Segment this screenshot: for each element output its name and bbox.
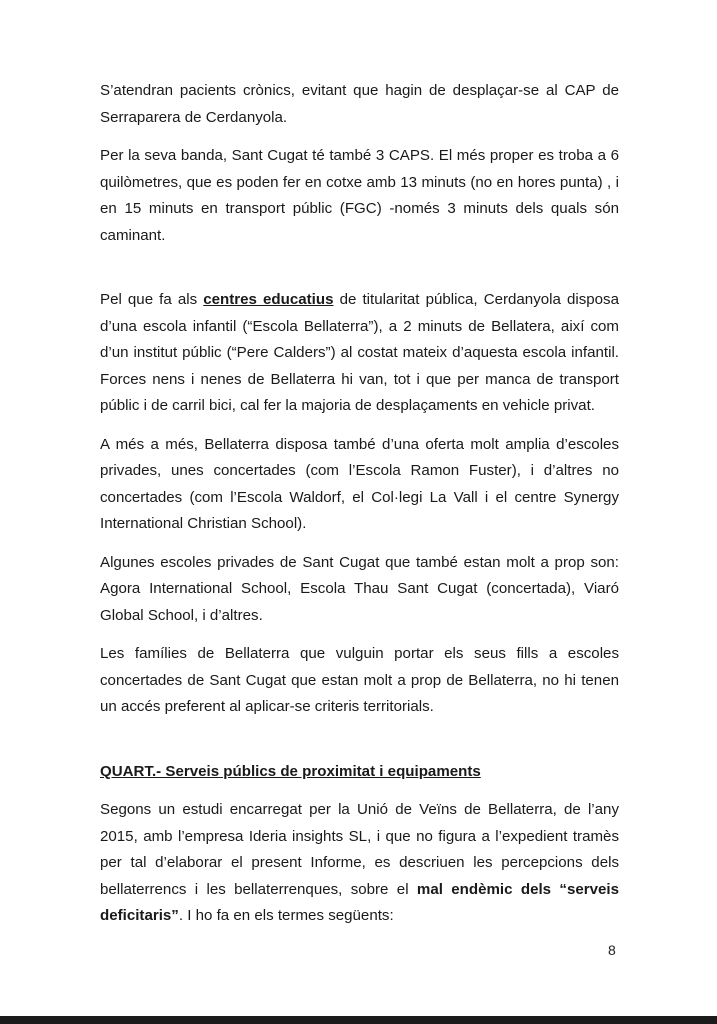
paragraph-sant-cugat-caps: Per la seva banda, Sant Cugat té també 3 CAPS. El més proper es troba a 6 quilòmetres, que es poden fer en cotxe amb 13 minuts (no en hores punta) , i en 15 minuts en transport públic (FGC) -només 3 minuts dels quals són caminant. — [100, 147, 619, 244]
bold-term-serveis-deficitaris: mal endèmic dels “serveis deficitaris” — [100, 880, 619, 924]
paragraph-families-bellaterra: Les famílies de Bellaterra que vulguin portar els seus fills a escoles concertades de Sant Cugat que estan molt a prop de Bellaterra, no hi tenen un accés preferent al aplicar-se criteris territorials. — [100, 645, 619, 715]
text-segment: Pel que fa als — [100, 291, 204, 308]
text-segment: . I ho fa en els termes següents: — [178, 907, 394, 924]
document-body — [100, 78, 619, 930]
page-number: 8 — [608, 942, 616, 958]
bold-term-centres-educatius: centres educatius — [203, 291, 334, 308]
section-heading-quart: QUART.- Serveis públics de proximitat i equipaments — [100, 762, 481, 780]
paragraph-escoles-sant-cugat: Algunes escoles privades de Sant Cugat que també estan molt a prop son: Agora International School, Escola Thau Sant Cugat (concertada), Viaró Global School, i d’altres. — [100, 553, 619, 624]
text-segment: de titularitat pública, Cerdanyola disposa d’una escola infantil (“Escola Bellaterra”), a 2 minuts de Bellatera, així com d’un institut públic (“Pere Calders”) al costat mateix d’aquesta escola infantil. Forces nens i nenes de Bellaterra hi van, tot i que per manca de transport públic i de carril bici, cal fer la majoria de desplaçaments en vehicle privat. — [100, 291, 619, 414]
paragraph-cap-serraparera: S’atendran pacients crònics, evitant que hagin de desplaçar-se al CAP de Serraparera de Cerdanyola. — [100, 82, 619, 126]
text-segment: Segons un estudi encarregat per la Unió de Veïns de Bellaterra, de l’any 2015, amb l’empresa Ideria insights SL, i que no figura a l’expedient tramès per tal d’elaborar el present Informe, es descriuen les percepcions dels bellaterrencs i les bellaterrenques, sobre el — [100, 801, 619, 898]
paragraph-centres-educatius — [100, 287, 619, 420]
paragraph-estudi-ideria — [100, 797, 619, 930]
paragraph-escoles-privades: A més a més, Bellaterra disposa també d’una oferta molt amplia d’escoles privades, unes concertades (com l’Escola Ramon Fuster), i d’altres no concertades (com l’Escola Waldorf, el Col·legi La Vall i el centre Synergy International Christian School). — [100, 435, 619, 532]
bottom-bar — [0, 1016, 717, 1024]
